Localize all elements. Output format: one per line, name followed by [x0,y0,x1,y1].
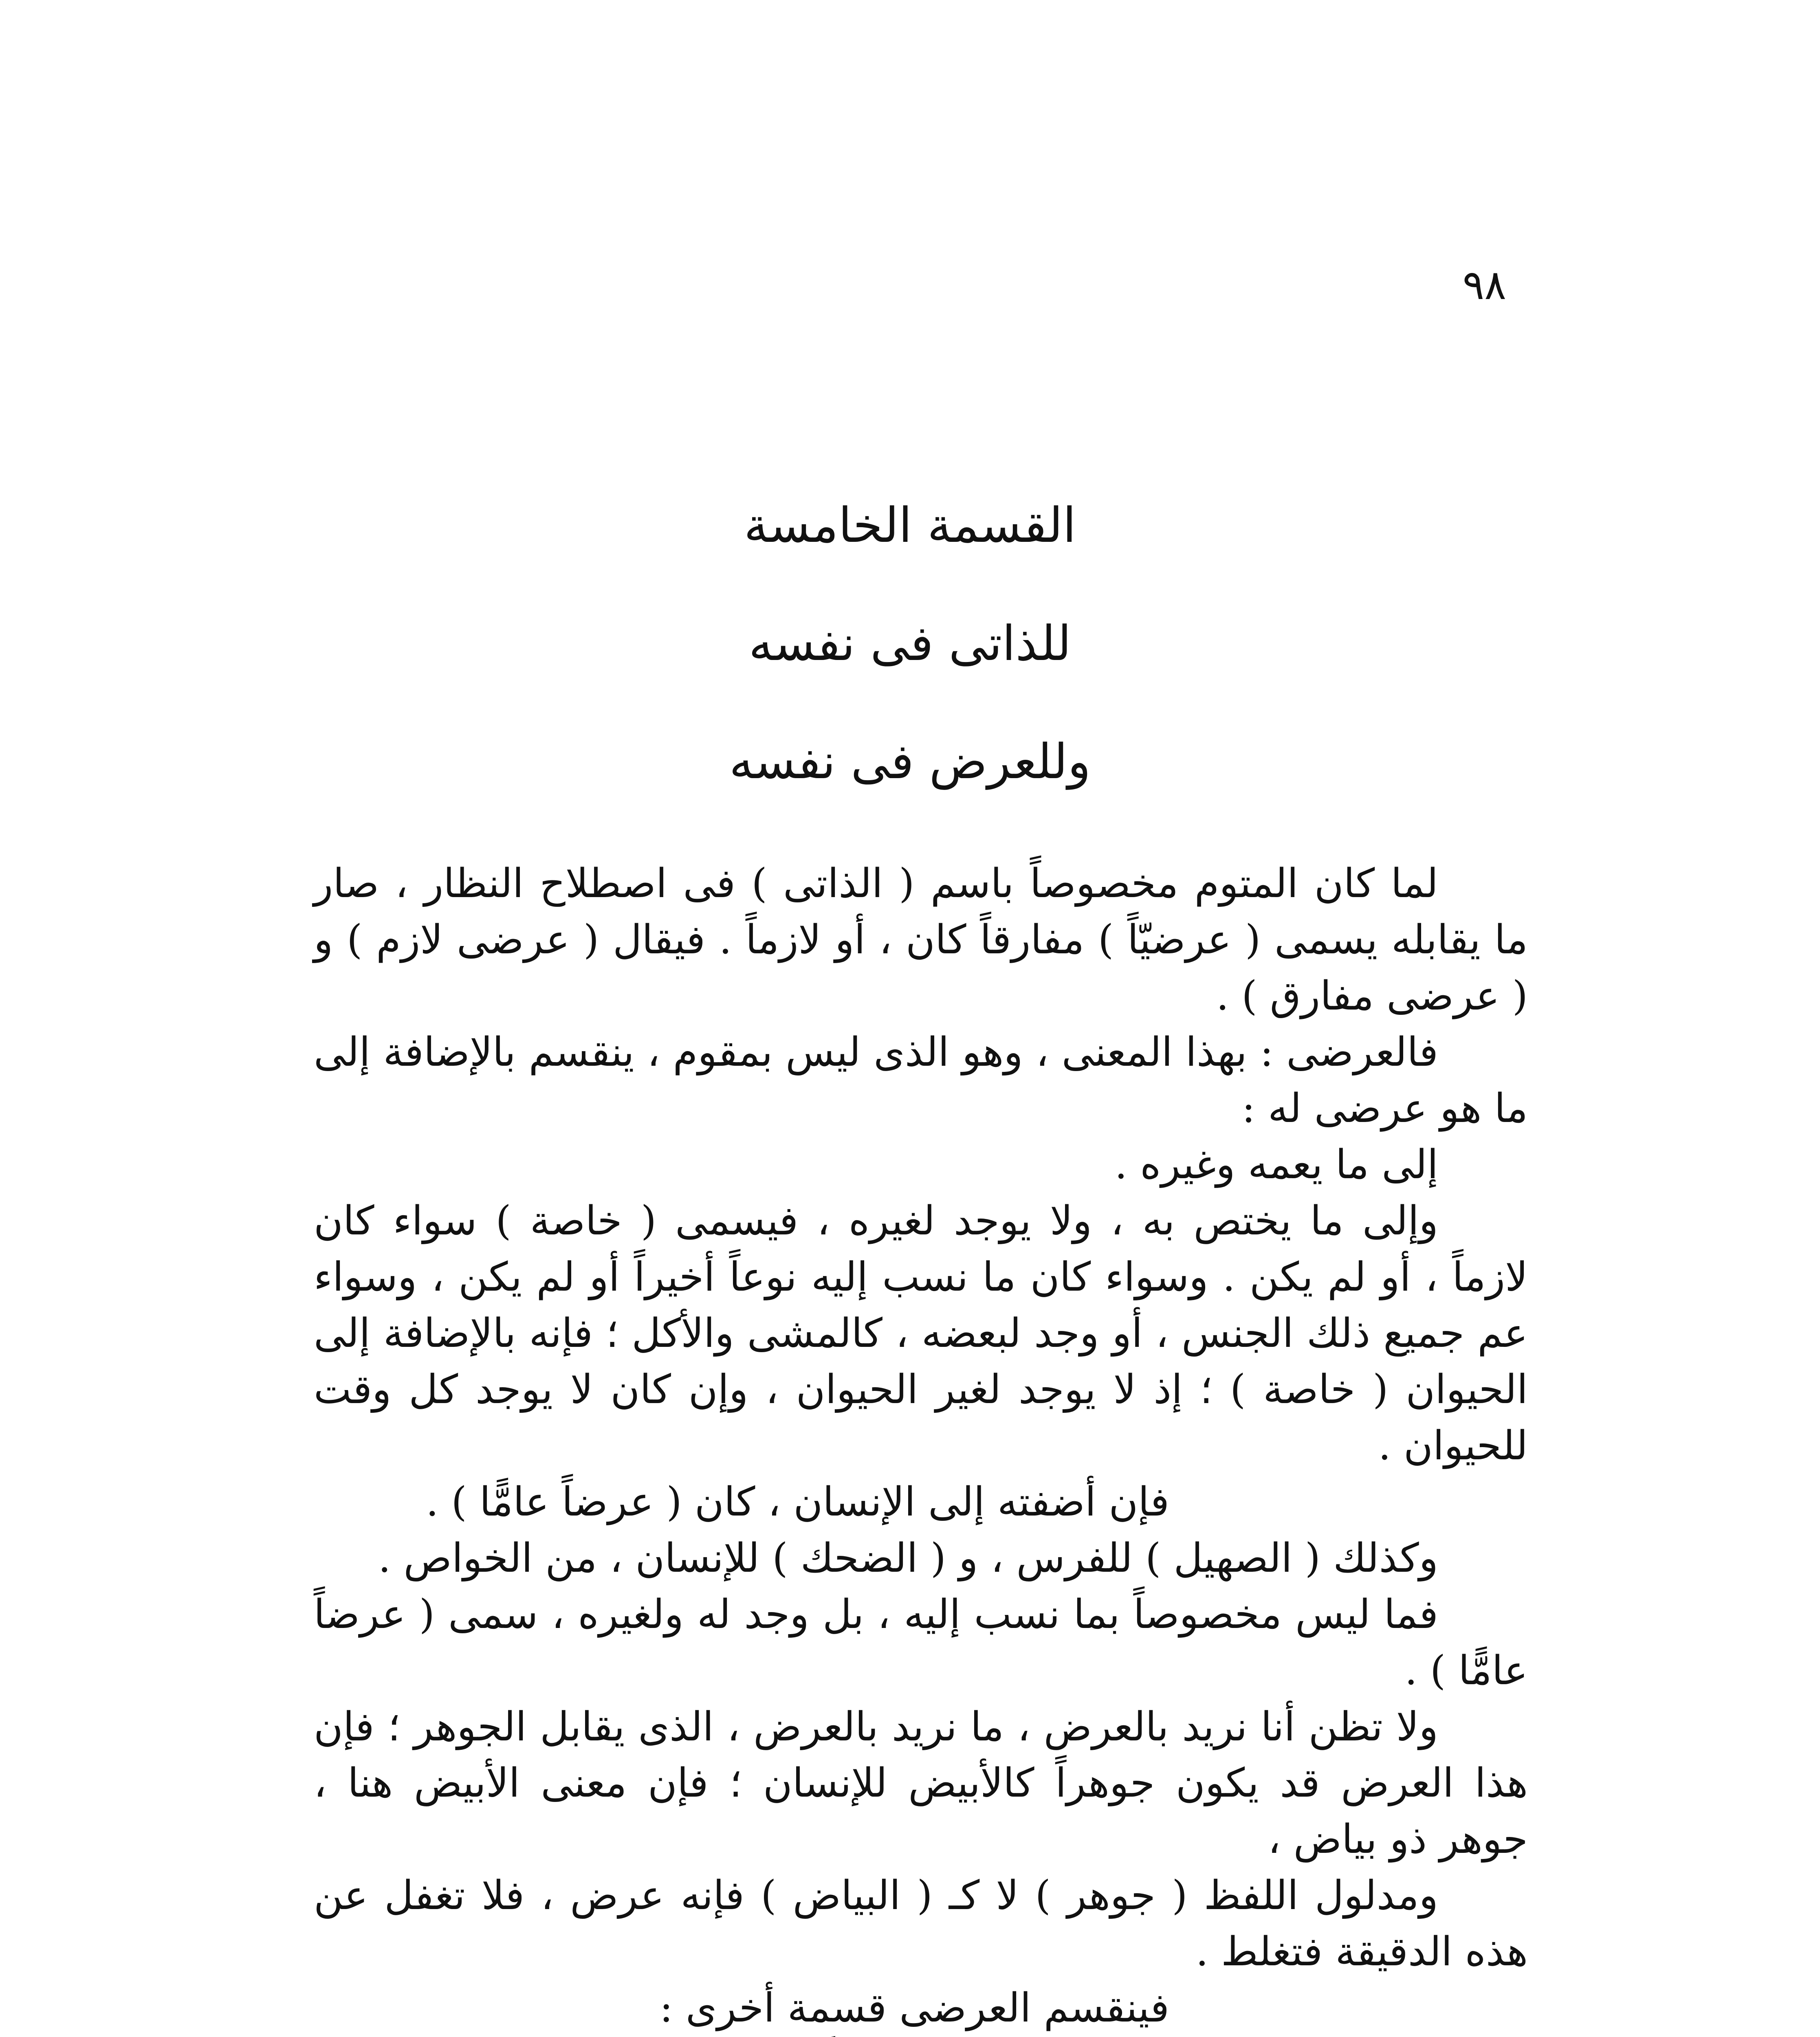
section-heading [0,497,1820,856]
paragraph: فالعرضى : بهذا المعنى ، وهو الذى ليس بمقوم ، ينقسم بالإضافة إلى ما هو عرضى له : [314,1029,1528,1132]
paragraph: فما ليس مخصوصاً بما نسب إليه ، بل وجد له ولغيره ، سمى ( عرضاً عامًّا ) . [314,1591,1528,1694]
paragraph: ومدلول اللفظ ( جوهر ) لا كـ ( البياض ) فإنه عرض ، فلا تغفل عن هذه الدقيقة فتغلط . [314,1872,1528,1975]
paragraph: فينقسم العرضى قسمة أخرى : [659,1985,1169,2031]
body-text [314,856,1528,2037]
paragraph: ولا تظن أنا نريد بالعرض ، ما نريد بالعرض ، الذى يقابل الجوهر ؛ فإن هذا العرض قد يكون جوهراً كالأبيض للإنسان ؛ فإن معنى الأبيض هنا ، جوهر ذو بياض ، [314,1704,1528,1863]
page-number: ٩٨ [1462,261,1506,309]
paragraph: إلى ما يعمه وغيره . [1114,1142,1438,1188]
paragraph: وإلى ما يختص به ، ولا يوجد لغيره ، فيسمى ( خاصة ) سواء كان لازماً ، أو لم يكن . وسواء كان ما نسب إليه نوعاً أخيراً أو لم يكن ، وسواء عم جميع ذلك الجنس ، أو وجد لبعضه ، كالمشى والأكل ؛ فإنه بالإضافة إلى الحيوان ( خاصة ) ؛ إذ لا يوجد لغير الحيوان ، وإن كان لا يوجد كل وقت للحيوان . [314,1198,1528,1469]
section-title: القسمة الخامسة [744,497,1076,553]
section-subtitle-2: وللعرض فى نفسه [729,733,1091,790]
paragraph: فإن أضفته إلى الإنسان ، كان ( عرضاً عامًّا ) . [426,1479,1169,1525]
section-subtitle-1: للذاتى فى نفسه [748,615,1072,671]
paragraph: وكذلك ( الصهيل ) للفرس ، و ( الضحك ) للإنسان ، من الخواص . [378,1535,1438,1582]
paragraph: لما كان المتوم مخصوصاً باسم ( الذاتى ) فى اصطلاح النظار ، صار ما يقابله يسمى ( عرضيّاً ) مفارقاً كان ، أو لازماً . فيقال ( عرضى لازم ) و ( عرضى مفارق ) . [314,860,1528,1019]
